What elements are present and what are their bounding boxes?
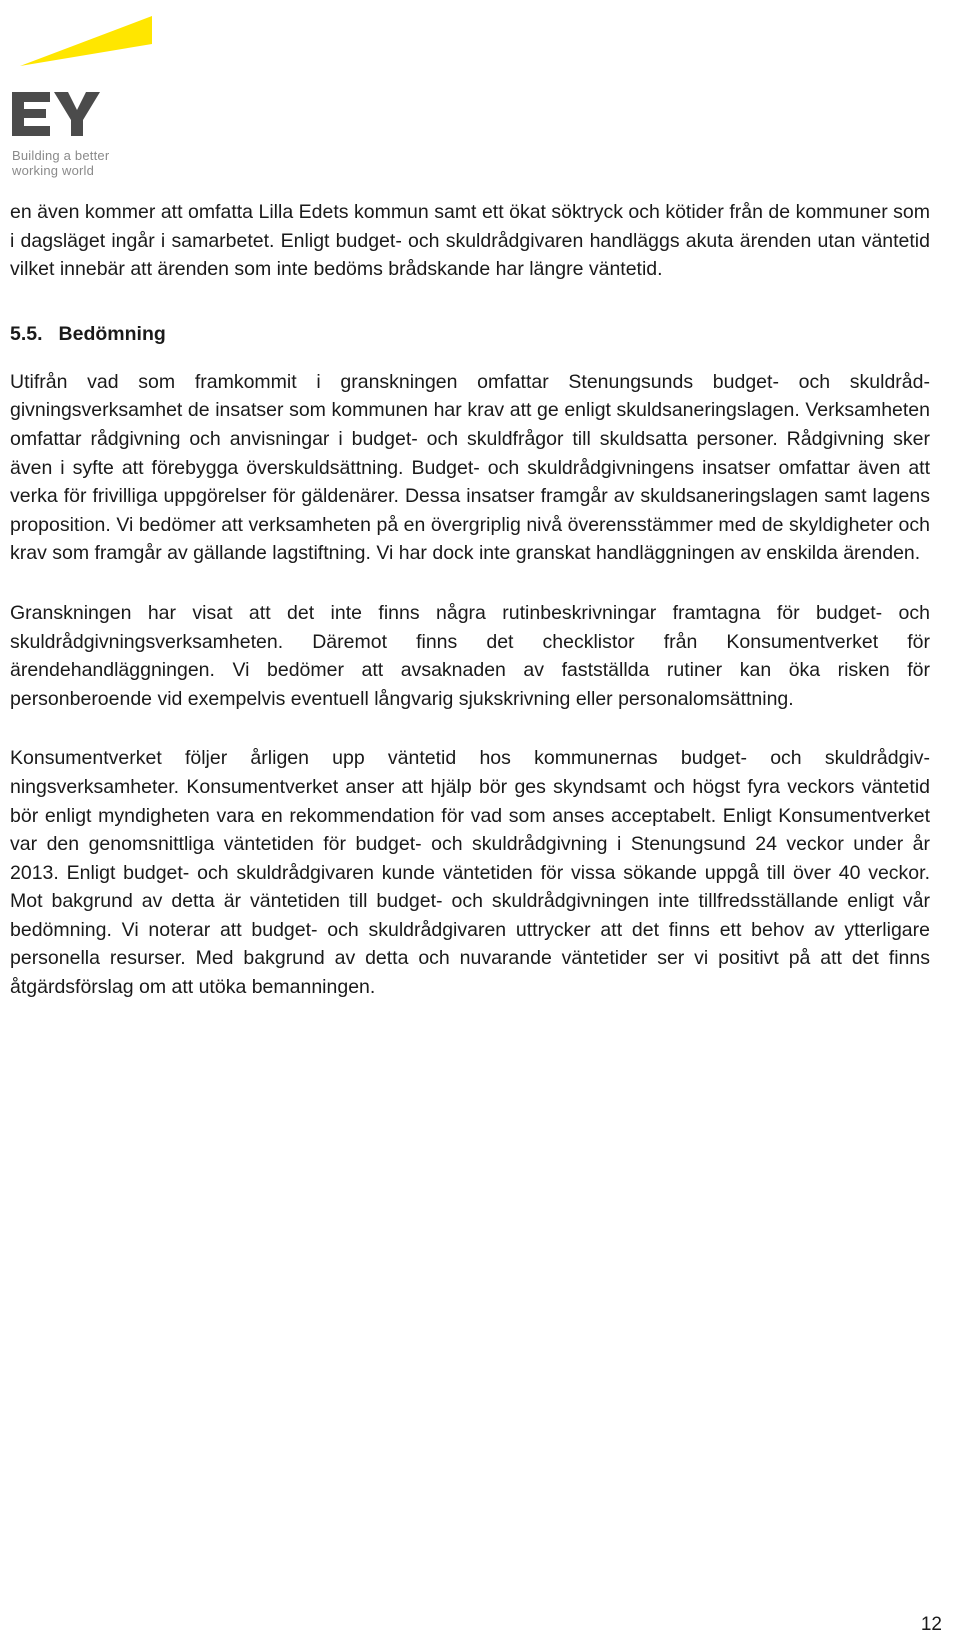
tagline-line-2: working world [12, 163, 95, 178]
waiting-time-paragraph: Konsumentverket följer årligen upp väntetid hos kommunernas budget- och skuldrådgivningsverksamheter. Konsumentverket anser att hjälp bör ges skyndsamt och högst fyra veckors väntetid bör enligt myndigheten vara en rekommendation för vad som anses acceptabelt. Enligt Konsumentverket var den genomsnittliga väntetiden för budget- och skuldrådgivning i Stenungsund 24 veckor under år 2013. Enligt budget- och skuldrådgivaren kunde väntetiden för vissa sökande uppgå till över 40 veckor. Mot bakgrund av detta är väntetiden till budget- och skuldrådgivningen inte tillfredsställande enligt vår bedömning. Vi noterar att budget- och skuldrådgivaren uttrycker att det finns ett behov av ytterligare personella resurser. Med bakgrund av detta och nuvarande väntetider ser vi positivt på att det finns åtgärdsförslag om att utöka bemanningen. [10, 747, 930, 999]
assessment-paragraph: Utifrån vad som framkommit i granskningen omfattar Stenungsunds budget- och skuldrådgivningsverksamhet de insatser som kommunen har krav att ge enligt skuldsaneringslagen. Verksamheten omfattar rådgivning och anvisningar i budget- och skuldfrågor till skuldsatta personer. Rådgivning sker även i syfte att förebygga överskuldsättning. Budget- och skuldrådgivningens insatser omfattar även att verka för frivilliga uppgörelser för gäldenärer. Dessa insatser framgår av skuldsaneringslagen samt lagens proposition. Vi bedömer att verksamheten på en övergriplig nivå överensstämmer med de skyldigheter och krav som framgår av gällande lagstiftning. Vi har dock inte granskat handläggningen av enskilda ärenden. [10, 370, 930, 565]
ey-letter-e [12, 92, 50, 136]
continuation-paragraph: en även kommer att omfatta Lilla Edets kommun samt ett ökat söktryck och kötider från de kommuner som i dagsläget ingår i samarbetet. Enligt budget- och skuldrådgivaren handläggs akuta ärenden utan väntetid vilket innebär att ärenden som inte bedöms brådskande har längre väntetid. [10, 201, 930, 281]
section-heading [10, 320, 930, 348]
tagline-line-1: Building a better [12, 148, 110, 163]
section-title: Bedömning [58, 322, 166, 345]
document-body [10, 198, 930, 1033]
ey-letter-y [54, 92, 100, 136]
section-number: 5.5. [10, 322, 43, 345]
ey-logo [10, 14, 160, 184]
ey-logo-graphic [10, 14, 160, 144]
ey-tagline [12, 148, 109, 178]
routines-paragraph: Granskningen har visat att det inte finns några rutinbeskrivningar framtagna för budget- och skuldrådgivningsverksamheten. Däremot finns det checklistor från Konsumentverket för ärendehandläggningen. Vi bedömer att avsaknaden av fastställda rutiner kan öka risken för personberoende vid exempelvis eventuell långvarig sjukskrivning eller personalomsättning. [10, 601, 930, 710]
ey-beam [20, 16, 152, 66]
page-number: 12 [920, 1614, 942, 1635]
